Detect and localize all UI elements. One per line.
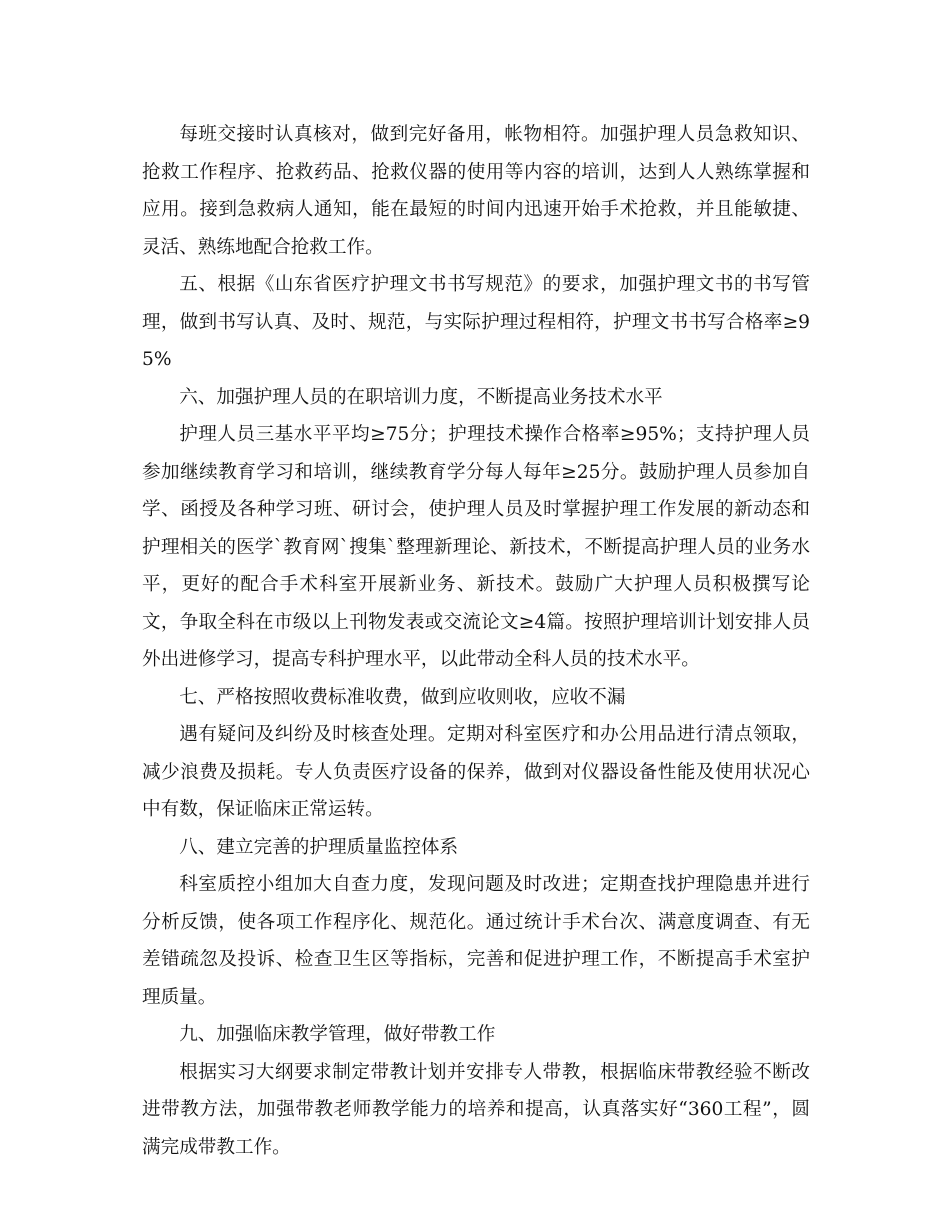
paragraph-emergency-readiness: 每班交接时认真核对，做到完好备用，帐物相符。加强护理人员急救知识、抢救工作程序、抢救药品、抢救仪器的使用等内容的培训，达到人人熟练掌握和应用。接到急救病人通知，能在最短的时间内迅速开始手术抢救，并且能敏捷、灵活、熟练地配合抢救工作。: [142, 124, 810, 258]
paragraph-staff-training: 护理人员三基水平平均≥75分；护理技术操作合格率≥95%；支持护理人员参加继续教育学习和培训，继续教育学分每人每年≥25分。鼓励护理人员参加自学、函授及各种学习班、研讨会，使护理人员及时掌握护理工作发展的新动态和护理相关的医学`教育网`搜集`整理新理论、新技术，不断提高护理人员的业务水平，更好的配合手术科室开展新业务、新技术。鼓励广大护理人员积极撰写论文，争取全科在市级以上刊物发表或交流论文≥4篇。按照护理培训计划安排人员外出进修学习，提高专科护理水平，以此带动全科人员的技术水平。: [142, 424, 810, 670]
paragraph-quality-control: 科室质控小组加大自查力度，发现问题及时改进；定期查找护理隐患并进行分析反馈，使各项工作程序化、规范化。通过统计手术台次、满意度调查、有无差错疏忽及投诉、检查卫生区等指标，完善和促进护理工作，不断提高手术室护理质量。: [142, 874, 810, 1008]
section-heading-9-clinical-teaching: 九、加强临床教学管理，做好带教工作: [179, 1024, 496, 1045]
document-body: [142, 116, 810, 1166]
section-heading-6-staff-training: 六、加强护理人员的在职培训力度，不断提高业务技术水平: [179, 386, 663, 408]
section-heading-7-fees: 七、严格按照收费标准收费，做到应收则收，应收不漏: [179, 686, 626, 708]
paragraph-fees: 遇有疑问及纠纷及时核查处理。定期对科室医疗和办公用品进行清点领取，减少浪费及损耗。专人负责医疗设备的保养，做到对仪器设备性能及使用状况心中有数，保证临床正常运转。: [142, 724, 810, 820]
section-heading-5-nursing-documents: 五、根据《山东省医疗护理文书书写规范》的要求，加强护理文书的书写管理，做到书写认真、及时、规范，与实际护理过程相符，护理文书书写合格率≥95%: [142, 274, 810, 370]
paragraph-clinical-teaching: 根据实习大纲要求制定带教计划并安排专人带教，根据临床带教经验不断改进带教方法，加强带教老师教学能力的培养和提高，认真落实好“360工程”，圆满完成带教工作。: [142, 1061, 810, 1158]
section-heading-8-quality-control: 八、建立完善的护理质量监控体系: [179, 836, 459, 858]
